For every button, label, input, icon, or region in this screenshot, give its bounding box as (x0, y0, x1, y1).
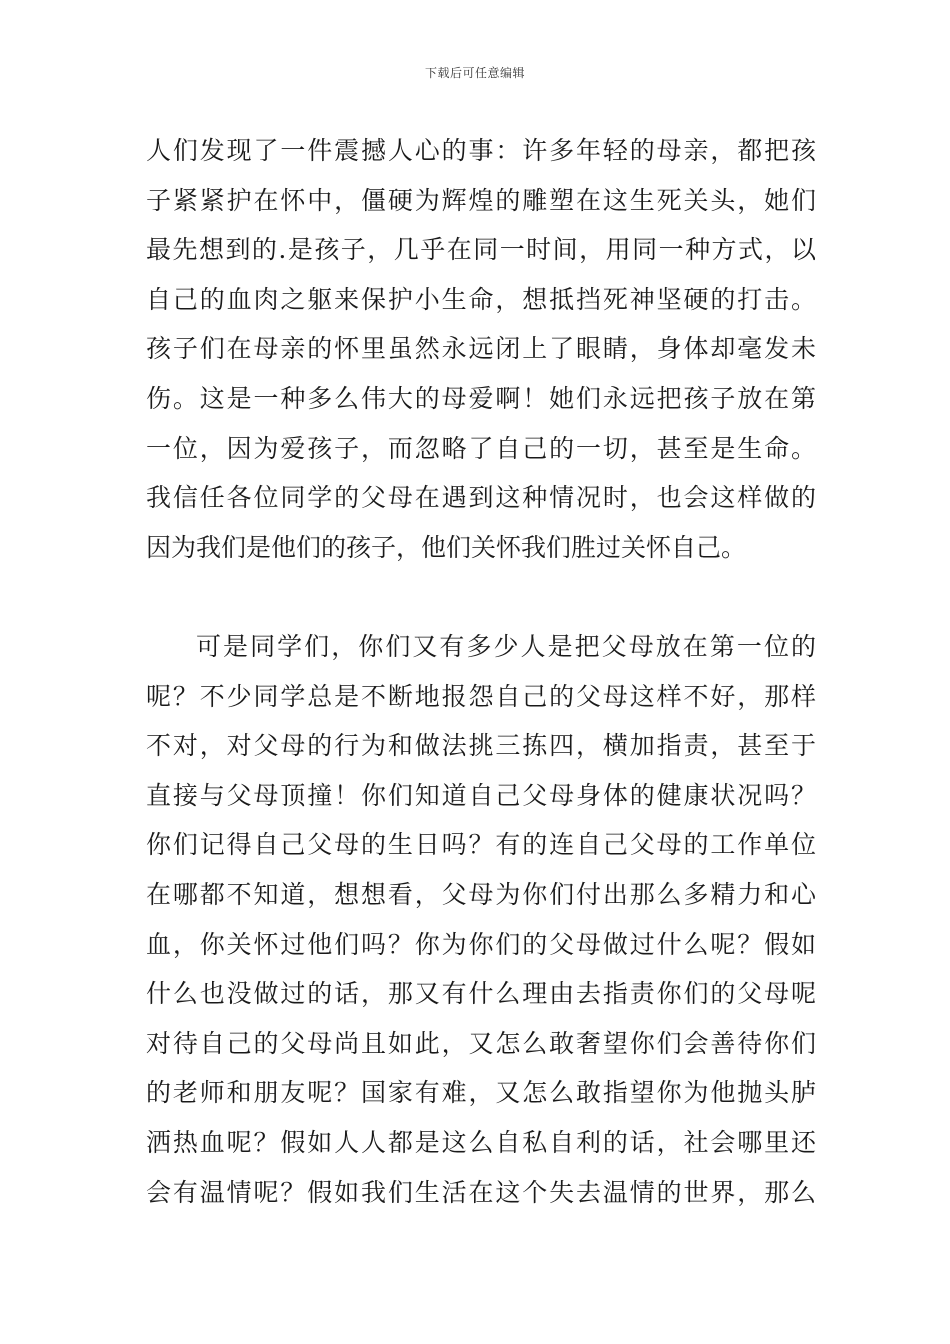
text-line: 什么也没做过的话，那又有什么理由去指责你们的父母呢 (146, 979, 816, 1009)
paragraph-2 (146, 622, 816, 1217)
text-line: 孩子们在母亲的怀里虽然永远闭上了眼睛，身体却毫发未 (146, 334, 816, 364)
text-line: 在哪都不知道，想想看，父母为你们付出那么多精力和心 (146, 879, 816, 909)
text-line: 的老师和朋友呢？国家有难，又怎么敢指望你为他抛头胪 (146, 1078, 816, 1108)
text-line: 你们记得自己父母的生日吗？有的连自己父母的工作单位 (146, 830, 816, 860)
text-line: 自己的血肉之躯来保护小生命，想抵挡死神坚硬的打击。 (146, 284, 816, 314)
text-line: 对待自己的父母尚且如此，又怎么敢奢望你们会善待你们 (146, 1028, 816, 1058)
text-line: 人们发现了一件震撼人心的事：许多年轻的母亲，都把孩 (146, 136, 816, 165)
text-line: 一位，因为爱孩子，而忽略了自己的一切，甚至是生命。 (146, 433, 816, 463)
page-header: 下载后可任意编辑 (424, 66, 525, 80)
text-line: 不对，对父母的行为和做法挑三拣四，横加指责，甚至于 (146, 731, 816, 761)
text-line: 子紧紧护在怀中，僵硬为辉煌的雕塑在这生死关头，她们 (146, 185, 816, 215)
text-line: 直接与父母顶撞！你们知道自己父母身体的健康状况吗？ (146, 780, 816, 810)
text-line: 呢？不少同学总是不断地报怨自己的父母这样不好，那样 (146, 681, 816, 711)
text-line: 伤。这是一种多么伟大的母爱啊！她们永远把孩子放在第 (146, 383, 816, 413)
text-line: 会有温情呢？假如我们生活在这个失去温情的世界，那么 (146, 1177, 816, 1207)
text-line: 最先想到的.是孩子，几乎在同一时间，用同一种方式，以 (146, 235, 816, 265)
text-line: 血，你关怀过他们吗？你为你们的父母做过什么呢？假如 (146, 929, 816, 959)
text-line: 我信任各位同学的父母在遇到这种情况时，也会这样做的 (146, 483, 816, 513)
text-line: 可是同学们，你们又有多少人是把父母放在第一位的 (196, 632, 816, 661)
paragraph-1 (146, 126, 816, 572)
text-line: 因为我们是他们的孩子，他们关怀我们胜过关怀自己。 (146, 532, 747, 562)
text-line: 洒热血呢？假如人人都是这么自私自利的话，社会哪里还 (146, 1127, 816, 1157)
